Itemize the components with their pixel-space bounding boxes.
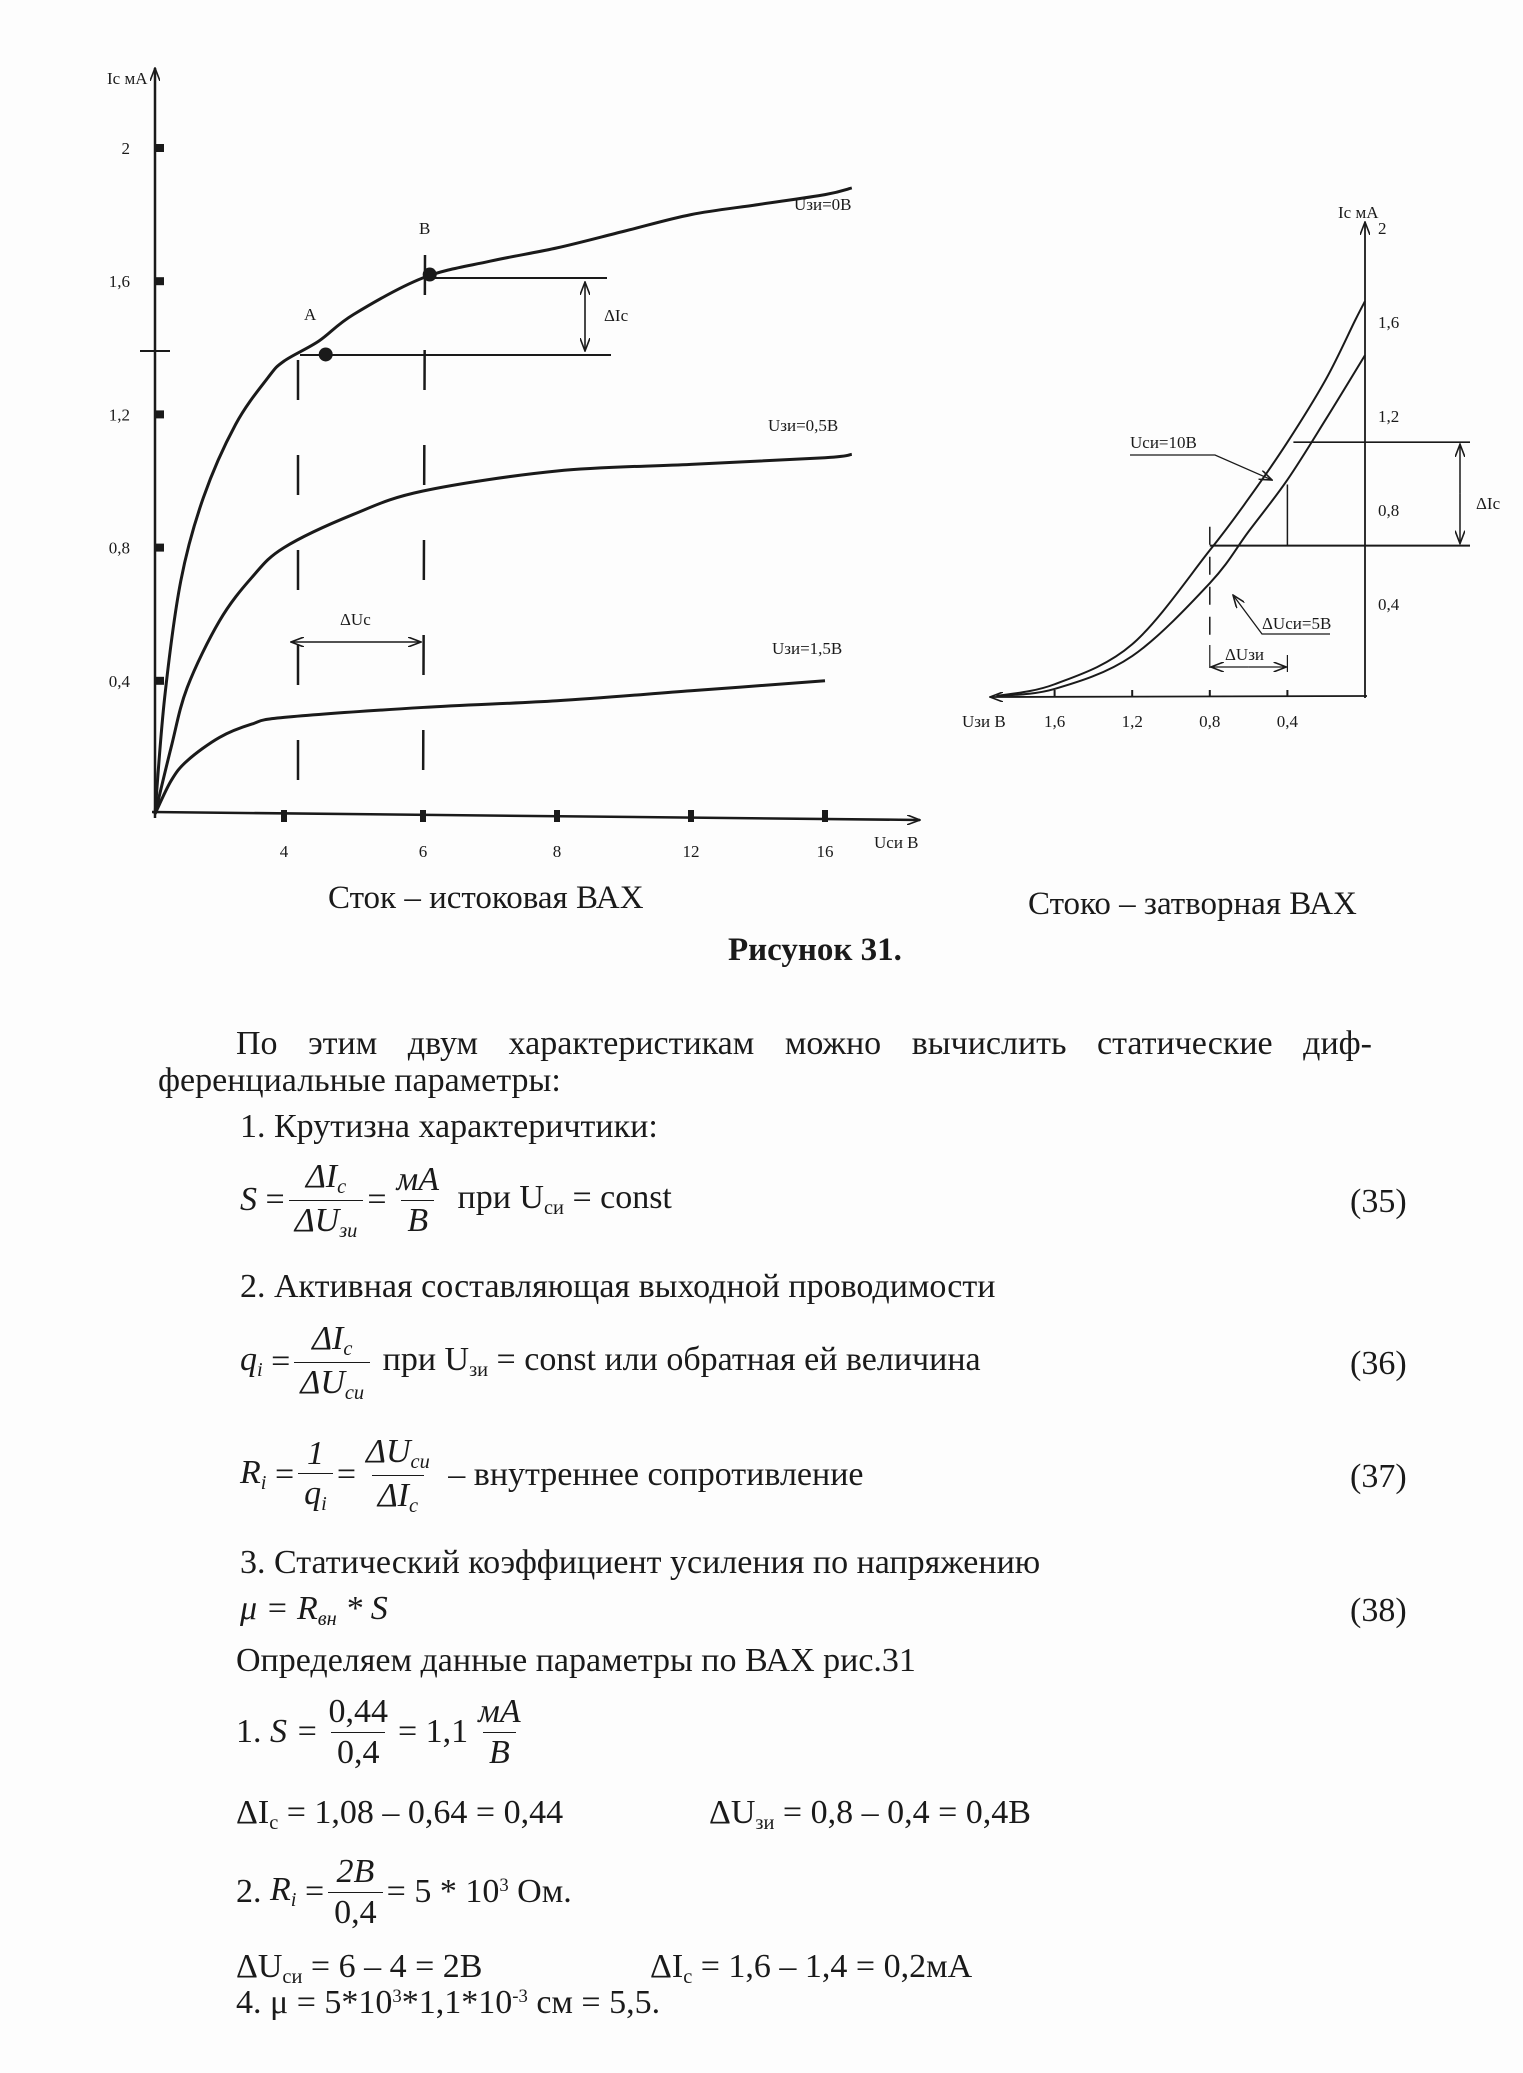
equation-number-36: (36) (1350, 1345, 1407, 1382)
x-tick-label: 8 (552, 842, 562, 861)
series-label: Uзи=0В (794, 195, 852, 214)
dashed-line-6v (423, 255, 425, 814)
x-tick (822, 810, 828, 822)
determine-line: Определяем данные параметры по ВАХ рис.31 (236, 1642, 916, 1679)
delta-ic-label: ΔIc (1476, 494, 1501, 513)
calc-s-fraction: $\frac{0,44}{0,4}$ (328, 1693, 388, 1771)
eq37-fraction-1: $\frac{1}{q_i}$ (298, 1434, 333, 1517)
y-tick-label: 0,8 (1378, 501, 1400, 520)
calc-r: 2. $R_i$ = $\frac{2B}{0,4}$ = $5 * 10^3$ Ом. (236, 1853, 572, 1931)
series-label: Uзи=1,5В (772, 639, 843, 658)
x-tick-label: 16 (816, 842, 834, 861)
eq35-lhs: S (240, 1181, 257, 1218)
x-axis-label: Uси В (874, 833, 919, 852)
eq35-fraction: $\frac{\Delta I_c}{\Delta U_{зи}}$ (289, 1157, 364, 1243)
x-tick-label: 1,6 (1043, 712, 1066, 731)
delta-uzi-label: ΔUзи (1225, 645, 1265, 664)
y-tick-label: 2 (121, 139, 130, 158)
y-tick-label: 1,6 (1378, 313, 1400, 332)
delta-uc-label: ΔUc (340, 610, 371, 629)
y-tick (155, 677, 164, 685)
series-curve-0 (996, 301, 1365, 696)
x-axis (990, 696, 1367, 697)
x-tick (281, 810, 287, 822)
equation-35: S = $\frac{\Delta I_c}{\Delta U_{зи}}$ = $\frac{мA}{B}$ при $U_{си}$ = const (240, 1157, 672, 1242)
calc-r-fraction: $\frac{2B}{0,4}$ (328, 1852, 383, 1931)
caption-drain-gate: Стоко – затворная ВАХ (1028, 886, 1357, 922)
x-tick-label: 0,8 (1199, 712, 1221, 731)
upper-curve-leader (1130, 455, 1272, 480)
equation-36: $q_i$ = $\frac{\Delta I_c}{\Delta U_{си}}$ при $U_{зи}$ = const или обратная ей величина (240, 1319, 981, 1404)
intro-line-2: ференциальные параметры: (158, 1062, 561, 1099)
drain-gate-chart (962, 203, 1501, 731)
series-label: Uзи=0,5В (768, 416, 839, 435)
y-axis-label: Ic мА (1338, 203, 1379, 222)
y-tick-label: 0,4 (108, 671, 130, 691)
intro-line-1: По этим двум характеристикам можно вычислить статические диф- (236, 1025, 1372, 1062)
y-tick (155, 410, 164, 418)
equation-38: $\mu = R_{вн} * S$ (240, 1590, 388, 1631)
x-tick (554, 810, 560, 822)
equation-number-38: (38) (1350, 1592, 1407, 1629)
eq35-unit: $\frac{мA}{B}$ (396, 1161, 440, 1239)
calc-delta-ic-1: $\Delta I_c = 1,08 - 0,64 = 0,44$ (236, 1794, 564, 1835)
x-tick-label: 6 (418, 842, 428, 861)
y-tick (155, 277, 164, 285)
calc-s: 1. S = $\frac{0,44}{0,4}$ = 1,1 $\frac{мA}{B}$ (236, 1682, 531, 1782)
point-a-label: A (304, 305, 317, 324)
x-tick (420, 810, 426, 822)
item-3-heading: 3. Статический коэффициент усиления по напряжению (240, 1544, 1041, 1581)
y-tick-label: 0,4 (1378, 595, 1400, 614)
x-tick-label: 1,2 (1121, 712, 1143, 731)
eq37-fraction-2: $\frac{\Delta U_{си}}{\Delta I_c}$ (366, 1432, 430, 1517)
series-curve-2 (155, 681, 825, 814)
item-2-heading: 2. Активная составляющая выходной проводимости (240, 1268, 996, 1305)
y-tick (155, 544, 164, 552)
calc-delta-ic-2: $\Delta I_c = 1,6 - 1,4 = 0,2мА$ (650, 1948, 973, 1989)
y-tick (155, 144, 164, 152)
equation-number-35: (35) (1350, 1183, 1407, 1220)
x-axis-label: Uзи В (962, 712, 1006, 731)
y-tick-label: 1,2 (108, 405, 130, 425)
y-tick-label: 1,2 (1378, 407, 1400, 426)
y-tick-label: 1,6 (108, 272, 130, 292)
x-tick-label: 4 (279, 842, 289, 861)
figure-31-charts (0, 0, 1523, 880)
calc-delta-uzi: $\Delta U_{зи} = 0,8 - 0,4 = 0,4В$ (709, 1794, 1031, 1835)
eq36-fraction: $\frac{\Delta I_c}{\Delta U_{си}}$ (294, 1319, 370, 1405)
x-axis (152, 812, 920, 820)
figure-title: Рисунок 31. (728, 932, 902, 968)
x-tick (688, 810, 694, 822)
calc-delta-usi: $\Delta U_{си} = 6 - 4 = 2В$ (236, 1948, 483, 1989)
x-tick-label: 12 (682, 842, 700, 861)
equation-number-37: (37) (1350, 1458, 1407, 1495)
y-axis-label: Ic мА (107, 69, 148, 88)
y-tick-label: 0,8 (108, 538, 130, 558)
drain-source-chart (107, 68, 920, 861)
delta-ic-label: ΔIc (604, 306, 629, 325)
y-tick-label: 2 (1378, 219, 1387, 238)
x-tick-label: 0,4 (1276, 712, 1299, 731)
item-1-heading: 1. Крутизна характеричтики: (240, 1108, 658, 1145)
calc-s-unit: $\frac{мA}{B}$ (478, 1693, 521, 1771)
caption-drain-source: Сток – истоковая ВАХ (328, 880, 644, 916)
point-b-label: B (419, 219, 431, 238)
series-curve-1 (155, 454, 852, 814)
calc-mu: 4. $\mu = 5*10^3*1,1*10^{-3}$ см = 5,5. (236, 1984, 661, 2021)
lower-curve-label: ΔUси=5В (1262, 614, 1332, 633)
upper-curve-label: Uси=10В (1130, 433, 1197, 452)
equation-37: $R_i$ = $\frac{1}{q_i}$ = $\frac{\Delta U_{си}}{\Delta I_c}$ – внутреннее сопротивление (240, 1432, 864, 1517)
